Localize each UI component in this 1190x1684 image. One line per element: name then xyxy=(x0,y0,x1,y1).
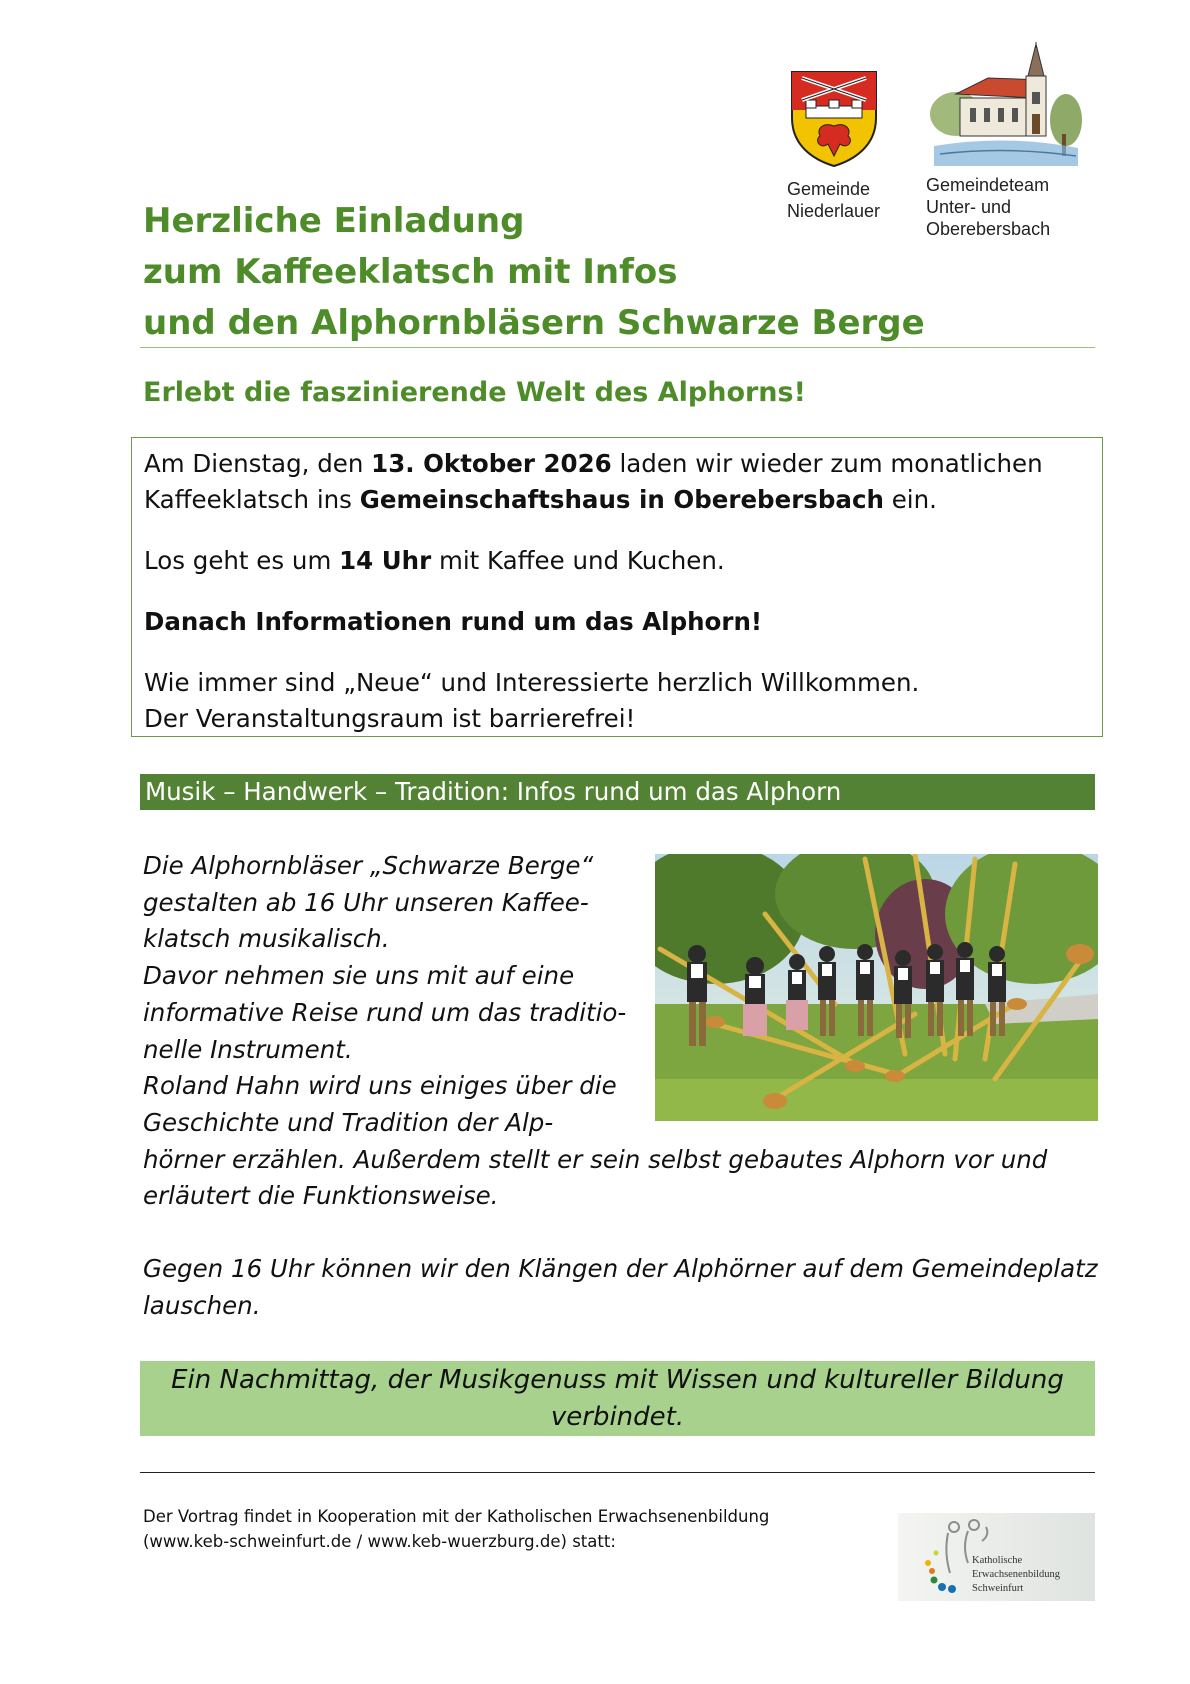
keb-logo xyxy=(898,1513,1095,1601)
article-line: informative Reise rund um das traditio- xyxy=(143,997,627,1027)
title-line2: zum Kaffeeklatsch mit Infos xyxy=(143,252,678,292)
church-drawing-icon xyxy=(926,42,1086,170)
event-date: 13. Oktober 2026 xyxy=(371,449,612,478)
article-line: Roland Hahn wird uns einiges über die xyxy=(143,1071,617,1101)
article-line: Die Alphornbläser „Schwarze Berge“ xyxy=(143,851,594,880)
article-line: nelle Instrument. xyxy=(143,1034,353,1064)
highlight-line2: verbindet. xyxy=(550,1402,685,1432)
article-line: Davor nehmen sie uns mit auf eine xyxy=(143,961,575,991)
highlight-line1: Ein Nachmittag, der Musikgenuss mit Wissen und kultureller Bildung xyxy=(171,1365,1064,1395)
event-time: 14 Uhr xyxy=(339,546,432,575)
article-line: Gegen 16 Uhr können wir den Klängen der Alphörner auf dem Gemeindeplatz xyxy=(143,1254,1098,1284)
alphorn-group-photo xyxy=(655,854,1098,1121)
keb-logo-text-line1: Katholische xyxy=(972,1555,1023,1566)
article-body xyxy=(143,848,1098,1324)
info-paragraph-welcome xyxy=(144,665,1090,737)
info-paragraph-alphorn xyxy=(144,604,1090,640)
coat-of-arms-icon xyxy=(790,70,878,168)
article-line: lauschen. xyxy=(143,1290,261,1320)
article-line: Geschichte und Tradition der Alp- xyxy=(143,1107,554,1137)
info-text: Los geht es um xyxy=(144,546,340,575)
highlight-box xyxy=(140,1361,1095,1436)
info-paragraph-date xyxy=(144,446,1090,518)
footer-text xyxy=(143,1504,843,1554)
title-divider xyxy=(140,347,1095,348)
event-info-box xyxy=(131,437,1103,737)
title-line3: und den Alphornbläsern Schwarze Berge xyxy=(143,303,925,343)
accessibility-text: Der Veranstaltungsraum ist barrierefrei! xyxy=(144,704,636,733)
article-line: hörner erzählen. Außerdem stellt er sein selbst gebautes Alphorn vor und xyxy=(143,1144,1048,1174)
page-title xyxy=(143,196,983,349)
info-paragraph-time xyxy=(144,543,1090,579)
footer-line1: Der Vortrag findet in Kooperation mit der Katholischen Erwachsenenbildung xyxy=(143,1507,770,1526)
article-line: erläutert die Funktionsweise. xyxy=(143,1181,499,1211)
section-heading: Musik – Handwerk – Tradition: Infos rund um das Alphorn xyxy=(140,774,1095,810)
info-text: laden wir wieder zum monatlichen Kaffeeklatsch ins xyxy=(144,449,1043,514)
info-text: mit Kaffee und Kuchen. xyxy=(431,546,725,575)
title-line1: Herzliche Einladung xyxy=(143,201,525,241)
article-paragraph-2 xyxy=(143,1251,1098,1324)
footer-line2: (www.keb-schweinfurt.de / www.keb-wuerzburg.de) statt: xyxy=(143,1532,616,1551)
footer-divider xyxy=(140,1472,1095,1473)
welcome-text: Wie immer sind „Neue“ und Interessierte herzlich Willkommen. xyxy=(144,668,920,697)
gemeindeteam-caption-line1: Gemeindeteam xyxy=(926,175,1050,195)
keb-logo-text-line2: Erwachsenenbildung xyxy=(972,1569,1061,1580)
keb-logo-text-line3: Schweinfurt xyxy=(972,1583,1024,1594)
gemeindeteam-caption-line2: Unter- und xyxy=(926,197,1012,217)
niederlauer-caption-line2: Niederlauer xyxy=(787,201,881,221)
alphorn-info-text: Danach Informationen rund um das Alphorn! xyxy=(144,607,763,636)
event-location: Gemeinschaftshaus in Oberebersbach xyxy=(359,485,884,514)
article-line: gestalten ab 16 Uhr unseren Kaffee- xyxy=(143,887,589,917)
article-line: klatsch musikalisch. xyxy=(143,924,390,954)
info-text: ein. xyxy=(883,485,937,514)
info-text: Am Dienstag, den xyxy=(144,449,372,478)
subtitle: Erlebt die faszinierende Welt des Alphorns! xyxy=(143,377,806,408)
gemeindeteam-caption-line3: Oberebersbach xyxy=(926,219,1051,239)
niederlauer-caption-line1: Gemeinde xyxy=(787,179,871,199)
